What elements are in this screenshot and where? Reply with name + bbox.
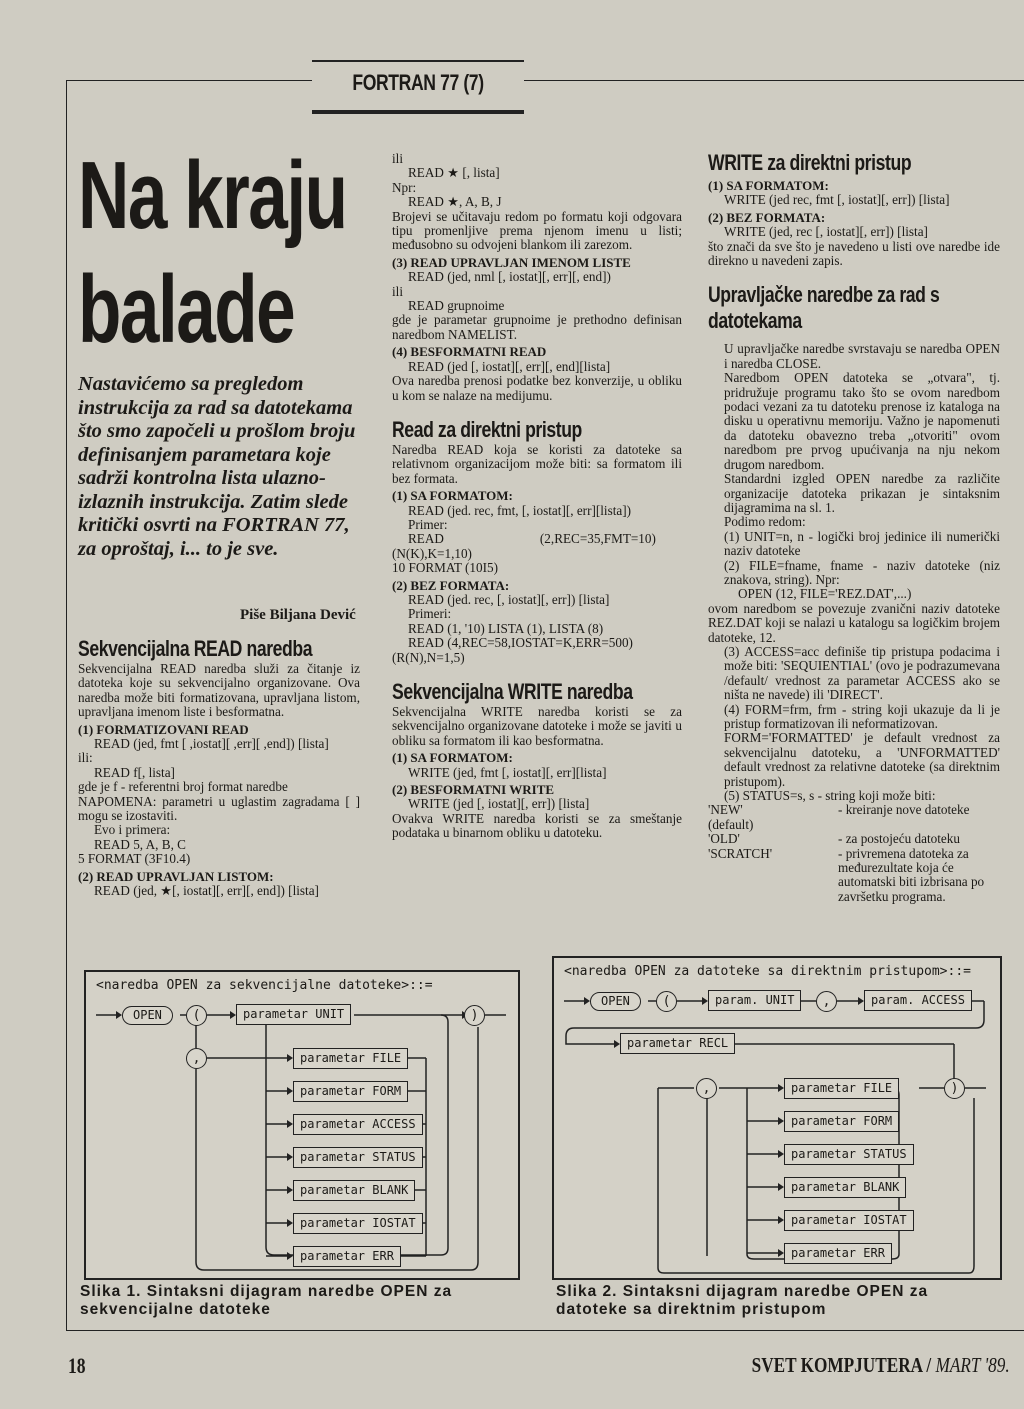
code-line: WRITE (jed, rec [, iostat][, err]) [lista] [724, 224, 928, 240]
paragraph: (4) FORM=frm, frm - string koji ukazuje da li je pristup formatizovan ili neformatizovan. [724, 701, 1000, 731]
code-line: (N(K),K=1,10) [392, 545, 472, 561]
diagram-2-title: <naredba OPEN za datoteke sa direktnim pristupom>::= [564, 964, 971, 979]
caption-line: datoteke sa direktnim pristupom [556, 1301, 827, 1318]
paragraph: Podimo redom: [724, 514, 806, 530]
subheading: (2) BEZ FORMATA: [392, 577, 510, 593]
code-line: READ ★ [, lista] [408, 165, 500, 181]
code-line: READ (4,REC=58,IOSTAT=K,ERR=500) [408, 635, 633, 651]
page-frame-bottom [66, 1330, 1024, 1331]
param-box-blank: parametar BLANK [784, 1177, 906, 1198]
article-title-line2: balade [78, 256, 295, 363]
subheading: (2) BESFORMATNI WRITE [392, 782, 555, 798]
paragraph: Sekvencijalna WRITE naredba koristi se za sekvencijalno organizovane datoteke i može se javiti u obliku sa formatom ili kao besformatna. [392, 704, 682, 748]
heading-sequential-write: Sekvencijalna WRITE naredba [392, 679, 633, 704]
comma-node: , [816, 991, 837, 1012]
comma-node: , [186, 1048, 207, 1069]
code-line: READ (jed, ★[, iostat][, err][, end]) [lista] [94, 883, 319, 899]
status-key: 'NEW' [708, 802, 743, 818]
comma-node: , [696, 1078, 717, 1099]
status-value: - privremena datoteka za međurezultate koja će automatski biti izbrisana po završetku programa. [838, 845, 985, 904]
recl-param-box: parametar RECL [620, 1033, 735, 1054]
magazine-footer [752, 1353, 1010, 1378]
column-3 [708, 150, 1000, 904]
right-paren-node: ) [464, 1005, 485, 1026]
param-box-file: parametar FILE [293, 1048, 408, 1069]
code-line: WRITE (jed [, iostat][, err]) [lista] [408, 796, 590, 812]
code-line: READ (jed. rec, fmt, [, iostat][, err][lista]) [408, 502, 632, 518]
param-box-file: parametar FILE [784, 1078, 899, 1099]
param-box-form: parametar FORM [784, 1111, 899, 1132]
paragraph: (3) ACCESS=acc definiše tip pristupa podacima i može biti: 'SEQUIENTIAL' (ovo je podrazumevana /default/ vrednost za parametar ACCESS ako se ništa ne navede) ili 'DIRECT'. [724, 643, 1000, 703]
diagram-1-title: <naredba OPEN za sekvencijalne datoteke>::= [96, 978, 433, 993]
heading-read-direct: Read za direktni pristup [392, 416, 582, 442]
param-box-access: parametar ACCESS [293, 1114, 423, 1135]
left-paren-node: ( [186, 1005, 207, 1026]
caption-line: Slika 2. Sintaksni dijagram naredbe OPEN za [556, 1283, 929, 1300]
param-box-blank: parametar BLANK [293, 1180, 415, 1201]
code-line: READ (jed, nml [, iostat][, err][, end]) [408, 269, 611, 285]
code-line: READ (1, '10) LISTA (1), LISTA (8) [408, 620, 604, 636]
subheading: (4) BESFORMATNI READ [392, 344, 547, 360]
paragraph: ovom naredbom se povezuje zvanični naziv datoteke REZ.DAT koji se nalazi u katalogu sa logičkim brojem datoteke, 12. [708, 600, 1000, 645]
text-line: Npr: [392, 179, 417, 195]
code-line: READ (jed. rec, [, iostat][, err]) [lista] [408, 591, 610, 607]
code-line: READ ★, A, B, J [408, 194, 502, 210]
lead-paragraph: Nastavićemo sa pregledom instrukcija za rad sa datotekama što smo započeli u prošlom broju definisanjem parametara koje sadrži kontrolna lista ulazno-izlaznih instrukcija. Zatim slede kritički osvrti na FORTRAN 77, za oproštaj, i... to je sve. [78, 373, 356, 560]
paragraph: (5) STATUS=s, s - string koji može biti: [724, 788, 936, 804]
paragraph: FORM='FORMATTED' je default vrednost za sekvencijalnu datoteku, a 'UNFORMATTED' default vrednost za relativne datoteke (sa direktnim pristupom). [724, 730, 1000, 789]
code-line: READ (jed [, iostat][, err][, end][lista] [408, 358, 611, 374]
open-keyword-box: OPEN [122, 1006, 173, 1025]
subheading: (1) SA FORMATOM: [708, 178, 829, 193]
figure-2-caption [556, 1283, 928, 1319]
paragraph: Naredbom OPEN datoteka se „otvara", tj. pridružuje programu tako što se ovom naredbom podaci vezani za tu datoteku prenose iz kataloga na disku u operativnu memoriju. Važno je napomenuti da datoteku obavezno treba „otvoriti" ovom naredbom pre prvog upućivanja na nju nekom drugom naredbom. [724, 370, 1000, 472]
code-line: 5 FORMAT (3F10.4) [78, 851, 191, 867]
magazine-name: SVET KOMPJUTERA / [751, 1353, 936, 1377]
paragraph: Naredba READ koja se koristi za datoteke sa relativnom organizacijom može biti: sa formatom ili bez formata. [392, 441, 682, 486]
text-line: Primer: [408, 516, 448, 532]
heading-sequential-read: Sekvencijalna READ naredba [78, 636, 313, 661]
status-key: 'SCRATCH' [708, 845, 773, 861]
param-box-status: parametar STATUS [293, 1147, 423, 1168]
status-row-scratch [708, 847, 1000, 905]
code-line: READ f[, lista] [94, 764, 175, 780]
code-line: READ (jed, fmt [ ,iostat][ ,err][ ,end]) [lista] [94, 736, 329, 752]
text-line: ili: [78, 750, 93, 766]
subheading: (1) SA FORMATOM: [392, 488, 513, 504]
status-key: 'OLD' [708, 831, 740, 847]
syntax-diagram-2 [552, 956, 1002, 1280]
code-args: (2,REC=35,FMT=10) [539, 531, 656, 547]
subheading: (1) FORMATIZOVANI READ [78, 721, 249, 737]
paragraph: što znači da sve što je navedeno u listi ove naredbe ide direkno u navedeni zapis. [708, 238, 1000, 269]
left-paren-node: ( [656, 991, 677, 1012]
subheading: (1) SA FORMATOM: [392, 750, 513, 766]
param-box-err: parametar ERR [784, 1243, 892, 1264]
paragraph: gde je parametar grupnoime je prethodno definisan naredbom NAMELIST. [392, 312, 682, 342]
text-line: Evo i primera: [94, 822, 171, 838]
status-value: - za postojeću datoteku [838, 831, 960, 847]
status-value: (default) [708, 816, 754, 832]
access-param-box: param. ACCESS [864, 990, 972, 1011]
text-line: ili [392, 151, 403, 166]
note: NAPOMENA: parametri u uglastim zagradama [ ] mogu se izostaviti. [78, 793, 360, 824]
byline: Piše Biljana Dević [240, 607, 356, 623]
code-keyword: READ [408, 531, 444, 547]
code-line: READ 5, A, B, C [94, 836, 186, 852]
paragraph: Ovakva WRITE naredba koristi se za smeštanje podataka u binarnom obliku u datoteku. [392, 810, 682, 841]
unit-param-box: param. UNIT [708, 990, 801, 1011]
heading-write-direct: WRITE za direktni pristup [708, 150, 912, 175]
magazine-issue: MART '89. [935, 1353, 1010, 1377]
text-line: ili [392, 283, 403, 299]
code-line: WRITE (jed rec, fmt [, iostat][, err]) [lista] [724, 192, 950, 208]
paragraph: Ova naredba prenosi podatke bez konverzije, u obliku u kom se nalaze na medijumu. [392, 373, 682, 403]
figure-1-caption [80, 1283, 452, 1319]
article-title-line1: Na kraju [78, 142, 347, 249]
text-line: Primeri: [408, 606, 452, 622]
code-line: 10 FORMAT (10I5) [392, 560, 498, 576]
paragraph: (2) FILE=fname, fname - naziv datoteke (niz znakova, string). Npr: [724, 557, 1000, 587]
right-paren-node: ) [944, 1078, 965, 1099]
subheading: (3) READ UPRAVLJAN IMENOM LISTE [392, 254, 631, 270]
param-box-iostat: parametar IOSTAT [293, 1213, 423, 1234]
param-box-err: parametar ERR [293, 1246, 401, 1267]
caption-line: sekvencijalne datoteke [80, 1301, 271, 1318]
param-box-status: parametar STATUS [784, 1144, 914, 1165]
unit-param-box: parametar UNIT [236, 1004, 351, 1025]
paragraph: Brojevi se učitavaju redom po formatu koji odgovara tipu promenljive prema njenom imenu u listi; međusobno su odvojeni blankom ili zarezom. [392, 208, 682, 253]
paragraph: Standardni izgled OPEN naredbe za različite organizacije datoteka prikazan je sintaksnim dijagramima na sl. 1. [724, 471, 1000, 515]
paragraph: (1) UNIT=n, n - logički broj jedinice ili numerički naziv datoteke [724, 528, 1000, 559]
section-title: FORTRAN 77 (7) [352, 70, 484, 95]
heading-control-statements: Upravljačke naredbe za rad s datotekama [708, 282, 940, 334]
code-line [392, 532, 682, 546]
text-line: gde je f - referentni broj format naredbe [78, 779, 288, 795]
page-number: 18 [68, 1353, 86, 1378]
code-line: (R(N),N=1,5) [392, 649, 465, 665]
status-row-new [708, 803, 1000, 817]
param-box-form: parametar FORM [293, 1081, 408, 1102]
status-row-old [708, 832, 1000, 846]
paragraph: U upravljačke naredbe svrstavaju se naredba OPEN i naredba CLOSE. [724, 341, 1000, 371]
code-line: OPEN (12, FILE='REZ.DAT',...) [738, 586, 912, 602]
paragraph: Sekvencijalna READ naredba služi za čitanje iz datoteka koje su sekvencijalno organizovane. Ova naredba može biti formatizovana, upravljana listom, upravljana imenom liste i besformatna. [78, 661, 360, 720]
section-header [312, 60, 524, 114]
subheading: (2) BEZ FORMATA: [708, 209, 826, 225]
code-line: WRITE (jed, fmt [, iostat][, err][lista] [408, 764, 607, 780]
subheading: (2) READ UPRAVLJAN LISTOM: [78, 868, 274, 884]
caption-line: Slika 1. Sintaksni dijagram naredbe OPEN za [80, 1283, 453, 1300]
open-keyword-box: OPEN [590, 992, 641, 1011]
code-line: READ grupnoime [408, 298, 505, 314]
column-2 [392, 152, 682, 841]
status-value: - kreiranje nove datoteke [838, 802, 970, 818]
column-1 [78, 636, 360, 899]
param-box-iostat: parametar IOSTAT [784, 1210, 914, 1231]
syntax-diagram-1 [84, 970, 520, 1280]
